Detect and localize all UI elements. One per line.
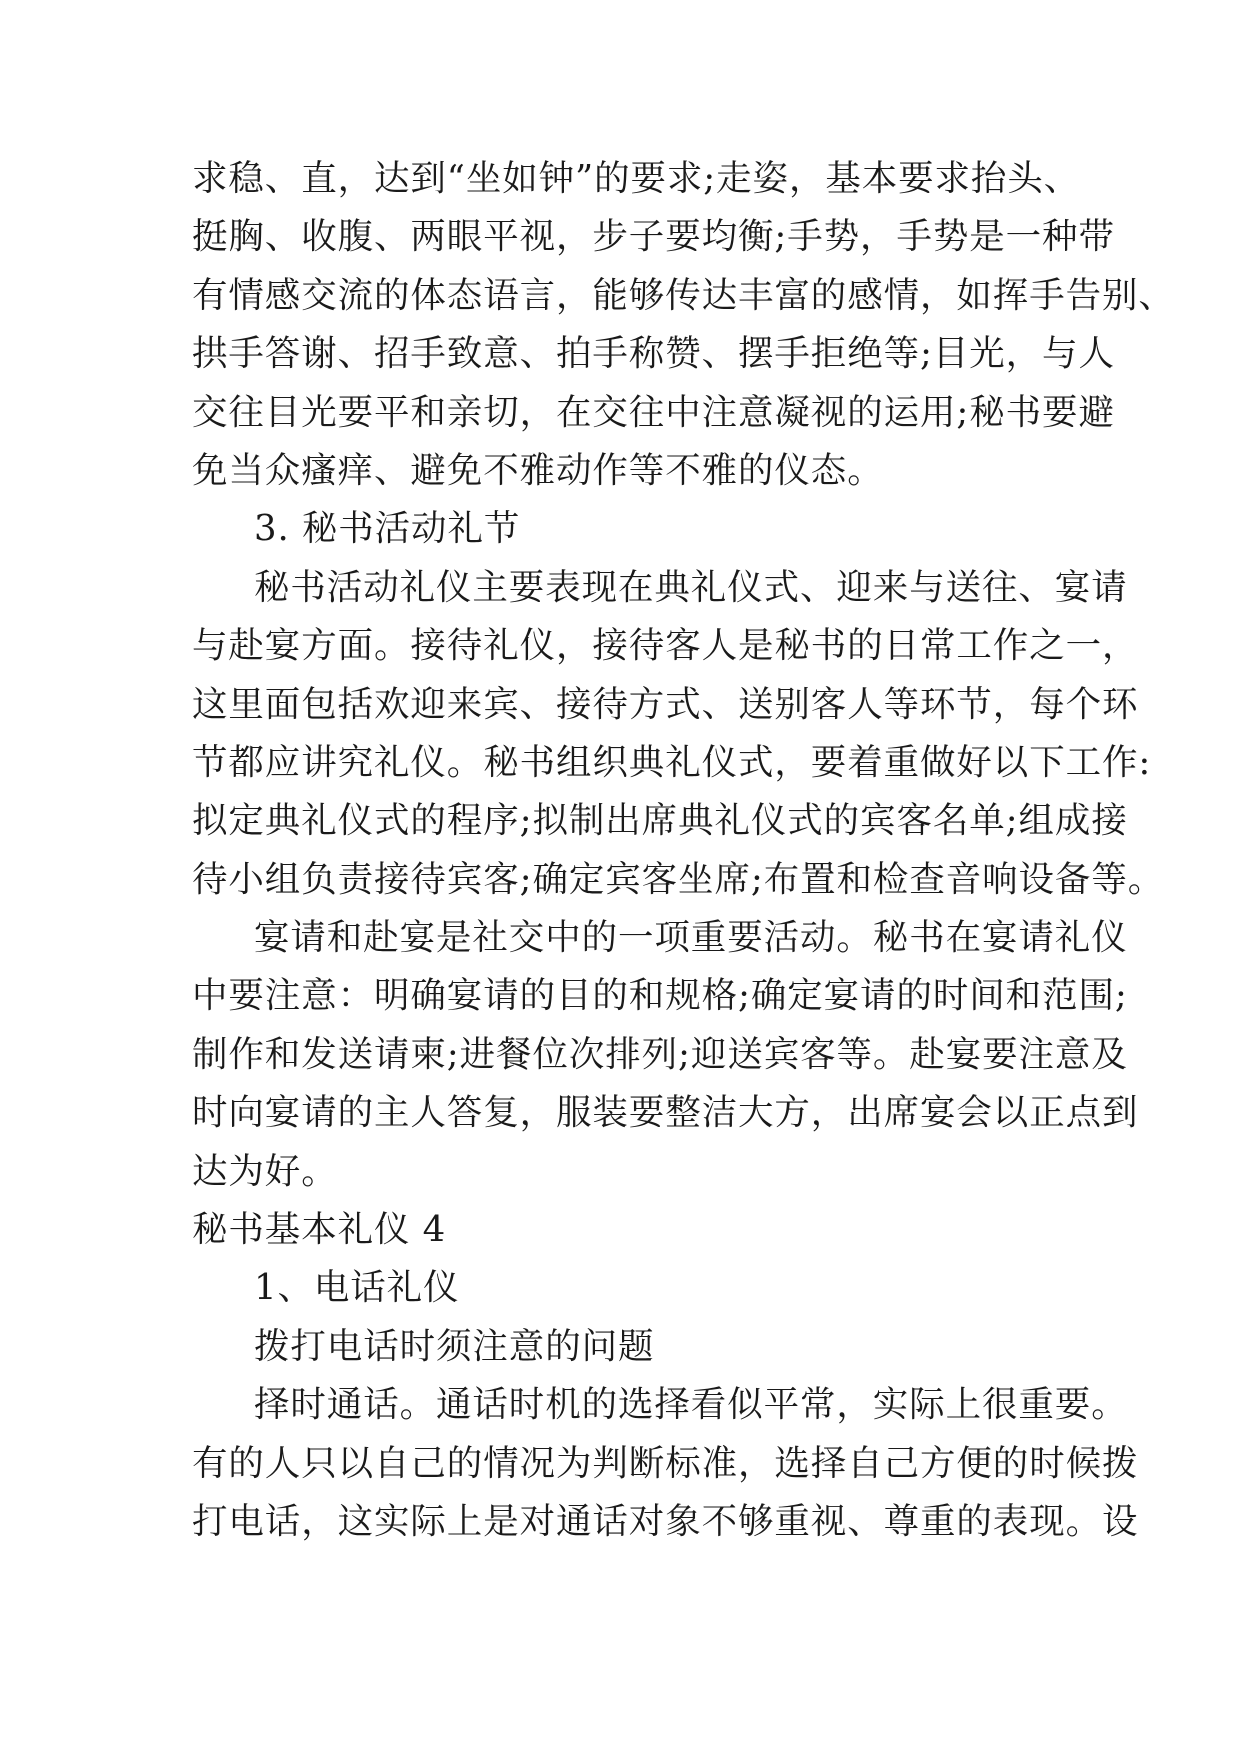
text-line: 拱手答谢、招手致意、拍手称赞、摆手拒绝等;目光，与人 [192,333,1115,375]
text-line: 制作和发送请柬;进餐位次排列;迎送宾客等。赴宴要注意及 [192,1033,1128,1075]
section-heading: 3. 秘书活动礼节 [254,508,521,550]
text-line: 节都应讲究礼仪。秘书组织典礼仪式，要着重做好以下工作: [192,741,1152,783]
section-heading: 1、电话礼仪 [254,1267,460,1309]
text-line: 达为好。 [192,1150,338,1192]
text-line: 免当众瘙痒、避免不雅动作等不雅的仪态。 [192,449,884,491]
text-line: 中要注意：明确宴请的目的和规格;确定宴请的时间和范围; [192,975,1128,1017]
text-line: 挺胸、收腹、两眼平视，步子要均衡;手势，手势是一种带 [192,216,1115,258]
text-line: 宴请和赴宴是社交中的一项重要活动。秘书在宴请礼仪 [254,917,1128,959]
subsection-heading: 拨打电话时须注意的问题 [254,1325,655,1367]
text-line: 待小组负责接待宾客;确定宾客坐席;布置和检查音响设备等。 [192,858,1165,900]
text-line: 有情感交流的体态语言，能够传达丰富的感情，如挥手告别、 [192,274,1175,316]
text-line: 拟定典礼仪式的程序;拟制出席典礼仪式的宾客名单;组成接 [192,800,1128,842]
text-line: 打电话，这实际上是对通话对象不够重视、尊重的表现。设 [192,1500,1139,1542]
text-line: 交往目光要平和亲切，在交往中注意凝视的运用;秘书要避 [192,391,1115,433]
text-line: 时向宴请的主人答复，服装要整洁大方，出席宴会以正点到 [192,1092,1139,1134]
chapter-title: 秘书基本礼仪 4 [192,1209,447,1251]
text-line: 求稳、直，达到“坐如钟”的要求;走姿，基本要求抬头、 [192,158,1081,199]
text-line: 择时通话。通话时机的选择看似平常，实际上很重要。 [254,1384,1128,1426]
text-line: 秘书活动礼仪主要表现在典礼仪式、迎来与送往、宴请 [254,566,1128,608]
text-line: 有的人只以自己的情况为判断标准，选择自己方便的时候拨 [192,1442,1139,1484]
text-line: 与赴宴方面。接待礼仪，接待客人是秘书的日常工作之一， [192,625,1139,667]
text-line: 这里面包括欢迎来宾、接待方式、送别客人等环节，每个环 [192,683,1139,725]
document-body [192,150,1175,1551]
